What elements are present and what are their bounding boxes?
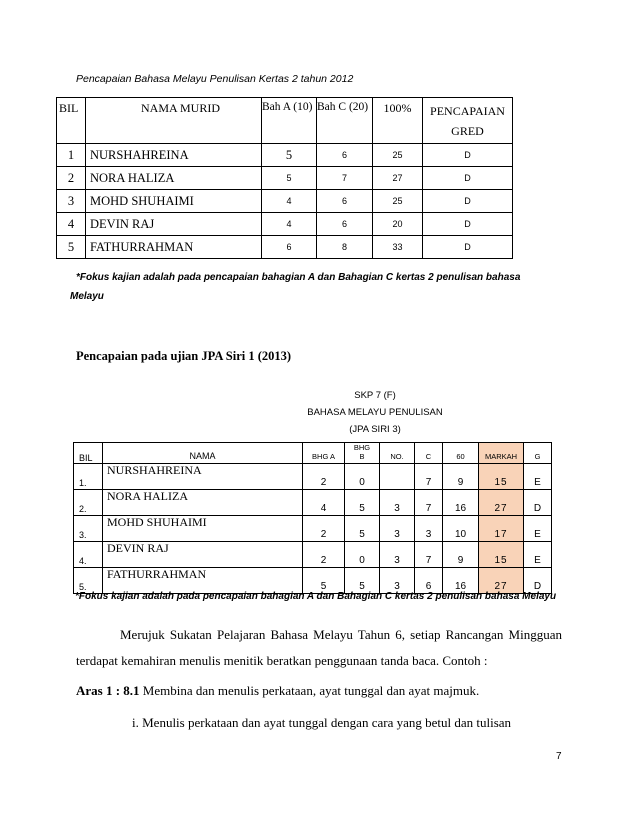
cell-no: 3: [380, 568, 415, 594]
th2-no: NO.: [380, 443, 415, 464]
table-row: [57, 144, 513, 167]
cell-bhg-a: 4: [303, 490, 345, 516]
list-item-i: i. Menulis perkataan dan ayat tunggal dengan cara yang betul dan tulisan: [132, 715, 512, 730]
cell-markah: 15: [479, 464, 524, 490]
table-row: [74, 516, 552, 542]
th-bil: BIL: [57, 98, 86, 144]
cell-bil: 5: [57, 236, 86, 259]
th-nama-murid: NAMA MURID: [86, 98, 262, 144]
skp-line1: SKP 7 (F): [354, 390, 396, 401]
th-bah-c: Bah C (20): [317, 98, 373, 144]
cell-g: E: [524, 542, 552, 568]
table-row: [74, 542, 552, 568]
cell-nama: FATHURRAHMAN: [103, 568, 303, 594]
cell-bil: 1: [57, 144, 86, 167]
cell-nama: FATHURRAHMAN: [86, 236, 262, 259]
cell-sixty: 9: [443, 464, 479, 490]
th2-g: G: [524, 443, 552, 464]
cell-no: [380, 464, 415, 490]
cell-markah: 27: [479, 568, 524, 594]
page-number: 7: [556, 751, 562, 762]
cell-g: E: [524, 464, 552, 490]
cell-bil: 1.: [74, 464, 103, 490]
table-row: [57, 213, 513, 236]
table-row: [74, 490, 552, 516]
cell-bhg-b: 5: [345, 568, 380, 594]
cell-bil: 4: [57, 213, 86, 236]
cell-bhg-a: 2: [303, 542, 345, 568]
table2-header-row: [74, 443, 552, 464]
skp-line3: (JPA SIRI 3): [349, 424, 401, 435]
cell-sixty: 16: [443, 490, 479, 516]
cell-bah-c: 6: [317, 213, 373, 236]
table1-footnote: *Fokus kajian adalah pada pencapaian bahagian A dan Bahagian C kertas 2 penulisan bahasa Melayu: [70, 272, 521, 302]
cell-nama: NORA HALIZA: [103, 490, 303, 516]
cell-no: 3: [380, 516, 415, 542]
table-row: [74, 464, 552, 490]
cell-gred: D: [423, 167, 513, 190]
cell-nama: MOHD SHUHAIMI: [86, 190, 262, 213]
cell-markah: 27: [479, 490, 524, 516]
table-row: [57, 190, 513, 213]
cell-percent: 33: [373, 236, 423, 259]
cell-bah-a: 5: [262, 167, 317, 190]
th2-nama: NAMA: [103, 443, 303, 464]
cell-g: E: [524, 516, 552, 542]
cell-bil: 3: [57, 190, 86, 213]
th-percent: 100%: [373, 98, 423, 144]
cell-gred: D: [423, 213, 513, 236]
cell-bhg-b: 5: [345, 516, 380, 542]
cell-bil: 5.: [74, 568, 103, 594]
cell-bhg-a: 2: [303, 516, 345, 542]
table-row: [57, 236, 513, 259]
th2-sixty: 60: [443, 443, 479, 464]
cell-bhg-b: 0: [345, 464, 380, 490]
cell-percent: 25: [373, 144, 423, 167]
cell-c: 3: [415, 516, 443, 542]
cell-c: 7: [415, 542, 443, 568]
cell-bah-c: 7: [317, 167, 373, 190]
section-heading-jpa: Pencapaian pada ujian JPA Siri 1 (2013): [76, 349, 292, 363]
cell-bah-a: 5: [262, 144, 317, 167]
th2-bhg-a: BHG A: [303, 443, 345, 464]
cell-bhg-b: 0: [345, 542, 380, 568]
cell-nama: DEVIN RAJ: [86, 213, 262, 236]
cell-markah: 17: [479, 516, 524, 542]
cell-bhg-a: 2: [303, 464, 345, 490]
cell-no: 3: [380, 490, 415, 516]
cell-nama: NORA HALIZA: [86, 167, 262, 190]
table1-caption: Pencapaian Bahasa Melayu Penulisan Kertas 2 tahun 2012: [76, 73, 354, 85]
cell-bah-a: 4: [262, 190, 317, 213]
cell-no: 3: [380, 542, 415, 568]
cell-c: 7: [415, 464, 443, 490]
cell-nama: NURSHAHREINA: [103, 464, 303, 490]
cell-bah-a: 6: [262, 236, 317, 259]
cell-bil: 4.: [74, 542, 103, 568]
cell-bah-c: 6: [317, 144, 373, 167]
cell-bil: 2: [57, 167, 86, 190]
cell-percent: 20: [373, 213, 423, 236]
th2-bil: BIL: [74, 443, 103, 464]
cell-g: D: [524, 490, 552, 516]
cell-markah: 15: [479, 542, 524, 568]
skp-line2: BAHASA MELAYU PENULISAN: [307, 407, 443, 418]
cell-sixty: 9: [443, 542, 479, 568]
cell-bhg-a: 5: [303, 568, 345, 594]
cell-gred: D: [423, 236, 513, 259]
cell-gred: D: [423, 190, 513, 213]
table-row: [74, 568, 552, 594]
cell-bah-a: 4: [262, 213, 317, 236]
body-paragraph: Merujuk Sukatan Pelajaran Bahasa Melayu Tahun 6, setiap Rancangan Mingguan terdapat kemahiran menulis menitik beratkan penggunaan tanda baca. Contoh :: [76, 627, 562, 668]
cell-nama: MOHD SHUHAIMI: [103, 516, 303, 542]
cell-c: 6: [415, 568, 443, 594]
results-table-2012: [56, 97, 513, 259]
th-pencapaian: PENCAPAIAN GRED: [423, 98, 513, 144]
th-bah-a: Bah A (10): [262, 98, 317, 144]
cell-nama: DEVIN RAJ: [103, 542, 303, 568]
table1-header-row: [57, 98, 513, 144]
cell-gred: D: [423, 144, 513, 167]
th2-bhg-b: BHG B: [345, 443, 380, 464]
cell-bil: 3.: [74, 516, 103, 542]
cell-sixty: 10: [443, 516, 479, 542]
th2-c: C: [415, 443, 443, 464]
cell-bil: 2.: [74, 490, 103, 516]
cell-percent: 25: [373, 190, 423, 213]
aras-line: Aras 1 : 8.1 Membina dan menulis perkataan, ayat tunggal dan ayat majmuk.: [76, 683, 480, 698]
cell-g: D: [524, 568, 552, 594]
cell-percent: 27: [373, 167, 423, 190]
cell-bhg-b: 5: [345, 490, 380, 516]
table2-footnote: *Fokus kajian adalah pada pencapaian bahagian A dan Bahagian C kertas 2 penulisan bahasa Melayu: [75, 591, 557, 602]
cell-bah-c: 6: [317, 190, 373, 213]
table-row: [57, 167, 513, 190]
cell-c: 7: [415, 490, 443, 516]
cell-nama: NURSHAHREINA: [86, 144, 262, 167]
results-table-jpa: [73, 442, 552, 594]
th2-markah: MARKAH: [479, 443, 524, 464]
cell-bah-c: 8: [317, 236, 373, 259]
cell-sixty: 16: [443, 568, 479, 594]
